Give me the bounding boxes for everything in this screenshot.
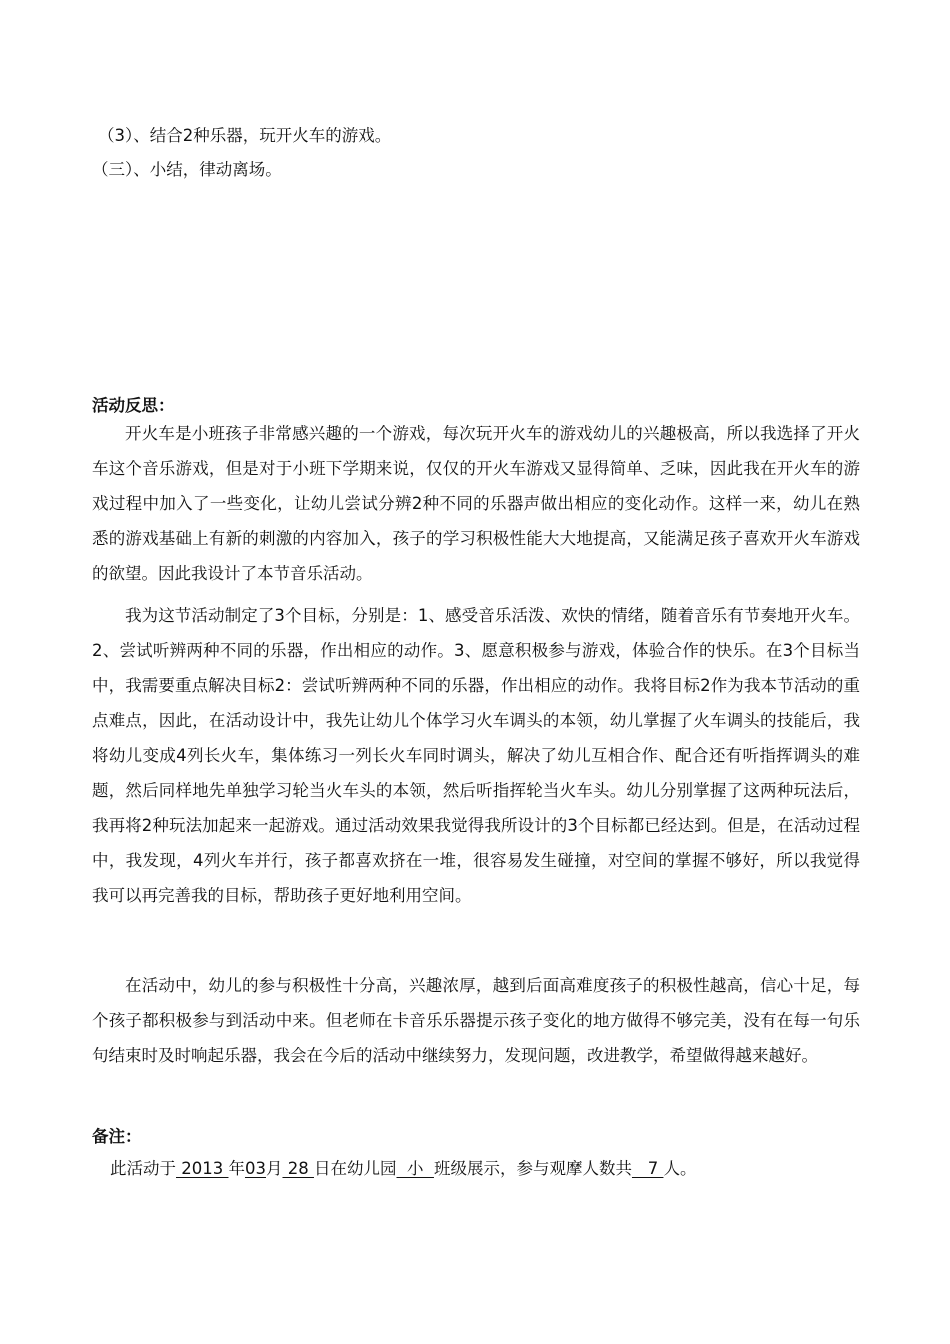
notes-heading: 备注：: [92, 1127, 142, 1146]
activity-step-3: （3）、结合2种乐器，玩开火车的游戏。: [98, 126, 392, 145]
reflection-paragraph-2: 我为这节活动制定了3个目标，分别是：1、感受音乐活泼、欢快的情绪，随着音乐有节奏地开火车。2、尝试听辨两种不同的乐器，作出相应的动作。3、愿意积极参与游戏，体验合作的快乐。在3个目标当中，我需要重点解决目标2：尝试听辨两种不同的乐器，作出相应的动作。我将目标2作为我本节活动的重点难点，因此，在活动设计中，我先让幼儿个体学习火车调头的本领，幼儿掌握了火车调头的技能后，我将幼儿变成4列长火车，集体练习一列长火车同时调头，解决了幼儿互相合作、配合还有听指挥调头的难题，然后同样地先单独学习轮当火车头的本领，然后听指挥轮当火车头。幼儿分别掌握了这两种玩法后，我再将2种玩法加起来一起游戏。通过活动效果我觉得我所设计的3个目标都已经达到。但是，在活动过程中，我发现，4列火车并行，孩子都喜欢挤在一堆，很容易发生碰撞，对空间的掌握不够好，所以我觉得我可以再完善我的目标，帮助孩子更好地利用空间。: [92, 606, 860, 905]
notes-day-unit: 日在幼儿园: [313, 1159, 397, 1178]
reflection-paragraph-3: 在活动中，幼儿的参与积极性十分高，兴趣浓厚，越到后面高难度孩子的积极性越高，信心十足，每个孩子都积极参与到活动中来。但老师在卡音乐乐器提示孩子变化的地方做得不够完美，没有在每一句乐句结束时及时响起乐器，我会在今后的活动中继续努力，发现问题，改进教学，希望做得越来越好。: [92, 976, 860, 1065]
reflection-paragraph-1: 开火车是小班孩子非常感兴趣的一个游戏，每次玩开火车的游戏幼儿的兴趣极高，所以我选择了开火车这个音乐游戏，但是对于小班下学期来说，仅仅的开火车游戏又显得简单、乏味，因此我在开火车的游戏过程中加入了一些变化，让幼儿尝试分辨2种不同的乐器声做出相应的变化动作。这样一来，幼儿在熟悉的游戏基础上有新的刺激的内容加入，孩子的学习积极性能大大地提高，又能满足孩子喜欢开火车游戏的欲望。因此我设计了本节音乐活动。: [92, 424, 860, 583]
notes-line: [110, 1157, 696, 1181]
section-summary: （三）、小结，律动离场。: [92, 160, 282, 179]
notes-month: 03: [244, 1159, 266, 1178]
notes-year-unit: 年: [228, 1159, 245, 1178]
notes-month-unit: 月: [265, 1159, 283, 1178]
reflection-heading: 活动反思：: [92, 396, 175, 415]
notes-class: 小: [396, 1159, 434, 1178]
notes-count: 7: [631, 1159, 664, 1178]
notes-prefix: 此活动于: [110, 1159, 176, 1178]
notes-count-unit: 人。: [663, 1159, 697, 1178]
notes-class-suffix: 班级展示，参与观摩人数共: [433, 1159, 632, 1178]
notes-year: 2013: [176, 1159, 229, 1178]
notes-day: 28: [282, 1159, 314, 1178]
